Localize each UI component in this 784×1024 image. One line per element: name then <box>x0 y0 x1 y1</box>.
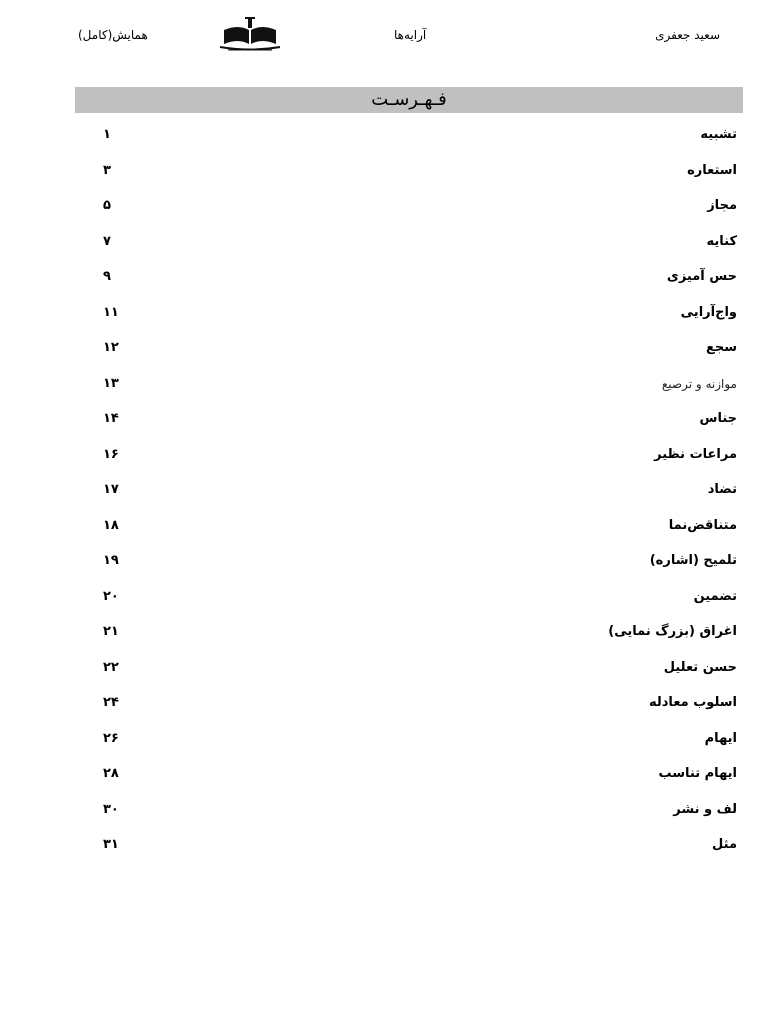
toc-item-label: مجاز <box>707 198 737 213</box>
toc-row[interactable] <box>75 402 743 438</box>
toc-item-label: تضاد <box>707 482 737 497</box>
toc-item-label: مراعات نظیر <box>654 446 737 462</box>
toc-item-label: سجع <box>705 340 737 355</box>
toc-item-label: موازنه و ترصیع <box>661 376 737 391</box>
toc-item-page: ۲۰ <box>103 588 119 604</box>
toc-item-label: حسن تعلیل <box>663 659 737 675</box>
toc-item-page: ۲۶ <box>103 730 119 746</box>
toc-item-page: ۱۱ <box>103 304 119 320</box>
toc-item-page: ۱۹ <box>103 553 119 568</box>
toc-item-page: ۲۲ <box>103 659 119 675</box>
toc-item-page: ۹ <box>103 269 111 284</box>
toc-row[interactable] <box>75 793 743 829</box>
toc-item-page: ۳۱ <box>103 837 119 852</box>
header-subject: آرایه‌ها <box>394 28 427 42</box>
toc-item-label: تضمین <box>693 588 737 604</box>
toc-row[interactable] <box>75 118 743 154</box>
toc-item-page: ۱۴ <box>103 411 119 426</box>
toc-item-label: مثل <box>712 837 737 852</box>
toc-row[interactable] <box>75 438 743 474</box>
toc-item-label: لف و نشر <box>673 801 737 817</box>
toc-item-page: ۲۴ <box>103 695 119 710</box>
toc-item-page: ۱۷ <box>103 482 119 497</box>
toc-title-bar <box>75 87 743 113</box>
toc-item-label: تلمیح (اشاره) <box>649 553 737 568</box>
toc-row[interactable] <box>75 615 743 651</box>
toc-item-label: متناقض‌نما <box>668 517 737 533</box>
toc-item-label: اغراق (بزرگ نمایی) <box>608 624 737 639</box>
toc-item-label: حس آمیزی <box>666 269 737 284</box>
toc-row[interactable] <box>75 509 743 545</box>
toc-item-page: ۵ <box>103 198 111 213</box>
toc-item-page: ۲۱ <box>103 624 119 639</box>
toc-row[interactable] <box>75 154 743 190</box>
page-header <box>0 0 784 60</box>
book-logo-icon <box>218 16 282 52</box>
toc-row[interactable] <box>75 828 743 864</box>
toc-item-label: تشبیه <box>700 127 737 142</box>
toc-row[interactable] <box>75 757 743 793</box>
toc-row[interactable] <box>75 651 743 687</box>
toc-item-page: ۱۲ <box>103 340 119 355</box>
header-author: سعید جعفری <box>655 28 720 42</box>
toc-row[interactable] <box>75 580 743 616</box>
toc-item-page: ۳۰ <box>103 801 119 817</box>
toc-row[interactable] <box>75 722 743 758</box>
toc-row[interactable] <box>75 686 743 722</box>
toc-item-page: ۳ <box>103 162 111 178</box>
toc-list <box>75 118 743 864</box>
toc-item-label: اسلوب معادله <box>649 695 737 710</box>
toc-item-label: جناس <box>699 411 737 426</box>
toc-row[interactable] <box>75 367 743 403</box>
toc-item-page: ۲۸ <box>103 766 119 781</box>
toc-row[interactable] <box>75 473 743 509</box>
toc-item-label: واج‌آرایی <box>680 304 737 320</box>
toc-item-page: ۷ <box>103 233 111 249</box>
toc-row[interactable] <box>75 260 743 296</box>
toc-item-page: ۱ <box>103 127 111 142</box>
toc-row[interactable] <box>75 225 743 261</box>
toc-item-label: ایهام <box>704 730 737 746</box>
toc-row[interactable] <box>75 544 743 580</box>
toc-item-label: کنایه <box>706 233 737 249</box>
toc-item-label: استعاره <box>687 162 737 178</box>
header-edition: همایش(کامل) <box>78 28 148 42</box>
toc-item-page: ۱۸ <box>103 517 119 533</box>
toc-row[interactable] <box>75 296 743 332</box>
toc-item-page: ۱۶ <box>103 446 119 462</box>
toc-title: فـهـرسـت <box>371 89 447 110</box>
toc-row[interactable] <box>75 331 743 367</box>
toc-item-page: ۱۳ <box>103 375 119 391</box>
toc-row[interactable] <box>75 189 743 225</box>
toc-item-label: ایهام تناسب <box>658 766 737 781</box>
